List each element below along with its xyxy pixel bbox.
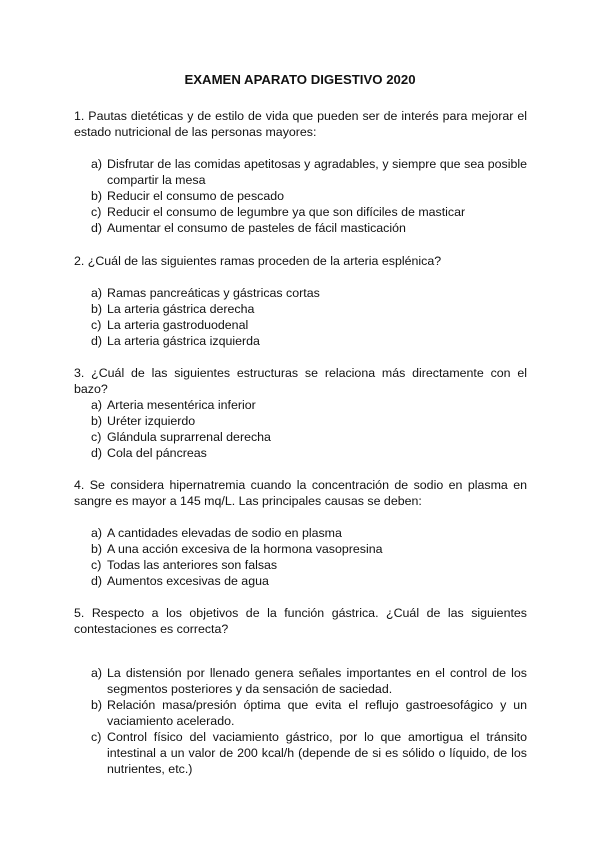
option-text: A una acción excesiva de la hormona vasopresina — [107, 542, 383, 556]
option-label: b) — [91, 542, 103, 556]
option-text: Uréter izquierdo — [107, 414, 196, 428]
option-text: A cantidades elevadas de sodio en plasma — [107, 526, 342, 540]
question-4: 4. Se considera hipernatremia cuando la concentración de sodio en plasma en sangre es mayor a 145 mq/L. Las principales causas se deben: — [74, 478, 527, 508]
question-1: 1. Pautas dietéticas y de estilo de vida que pueden ser de interés para mejorar el estado nutricional de las personas mayores: — [74, 109, 527, 139]
question-5: 5. Respecto a los objetivos de la función gástrica. ¿Cuál de las siguientes contestaciones es correcta? — [74, 606, 527, 636]
question-2-options — [91, 285, 527, 349]
option-3d — [91, 445, 527, 461]
option-text: Relación masa/presión óptima que evita el reflujo gastroesofágico y un vaciamiento acelerado. — [107, 698, 527, 728]
option-4a — [91, 525, 527, 541]
option-3a — [91, 397, 527, 413]
option-3b — [91, 413, 527, 429]
option-label: d) — [91, 574, 103, 588]
option-5a — [91, 665, 527, 697]
option-text: La distensión por llenado genera señales importantes en el control de los segmentos posteriores y da sensación de saciedad. — [107, 666, 527, 696]
option-4c — [91, 557, 527, 573]
option-label: b) — [91, 414, 103, 428]
option-text: La arteria gástrica izquierda — [107, 334, 260, 348]
option-text: Control físico del vaciamiento gástrico, por lo que amortigua el tránsito intestinal a un valor de 200 kcal/h (depende de si es sólido o líquido, de los nutrientes, etc.) — [107, 730, 527, 776]
option-4d — [91, 573, 527, 589]
option-text: La arteria gastroduodenal — [107, 318, 249, 332]
option-text: Cola del páncreas — [107, 446, 207, 460]
option-label: b) — [91, 302, 103, 316]
option-1a — [91, 156, 527, 188]
option-2d — [91, 333, 527, 349]
question-5-options — [91, 665, 527, 777]
option-3c — [91, 429, 527, 445]
option-label: d) — [91, 334, 103, 348]
question-3-options — [91, 397, 527, 461]
option-label: a) — [91, 157, 103, 171]
option-label: b) — [91, 698, 103, 712]
option-1c — [91, 204, 527, 220]
option-label: c) — [91, 205, 102, 219]
option-2c — [91, 317, 527, 333]
option-2a — [91, 285, 527, 301]
option-label: d) — [91, 221, 103, 235]
option-4b — [91, 541, 527, 557]
option-text: Arteria mesentérica inferior — [107, 398, 256, 412]
option-5c — [91, 729, 527, 777]
option-text: Aumentos excesivas de agua — [107, 574, 269, 588]
option-label: a) — [91, 526, 103, 540]
option-text: Glándula suprarrenal derecha — [107, 430, 271, 444]
option-text: Ramas pancreáticas y gástricas cortas — [107, 286, 320, 300]
option-2b — [91, 301, 527, 317]
option-text: Todas las anteriores son falsas — [107, 558, 278, 572]
question-3: 3. ¿Cuál de las siguientes estructuras se relaciona más directamente con el bazo? — [74, 366, 527, 396]
option-text: Reducir el consumo de pescado — [107, 189, 285, 203]
option-label: a) — [91, 286, 103, 300]
option-label: c) — [91, 558, 102, 572]
question-2: 2. ¿Cuál de las siguientes ramas proceden de la arteria esplénica? — [74, 254, 442, 268]
option-5b — [91, 697, 527, 729]
option-text: Aumentar el consumo de pasteles de fácil masticación — [107, 221, 406, 235]
option-label: c) — [91, 730, 102, 744]
option-text: La arteria gástrica derecha — [107, 302, 255, 316]
option-label: c) — [91, 430, 102, 444]
option-label: d) — [91, 446, 103, 460]
question-4-options — [91, 525, 527, 589]
option-label: b) — [91, 189, 103, 203]
page-title: EXAMEN APARATO DIGESTIVO 2020 — [184, 72, 416, 87]
option-text: Reducir el consumo de legumbre ya que son difíciles de masticar — [107, 205, 466, 219]
option-label: a) — [91, 666, 103, 680]
option-1b — [91, 188, 527, 204]
option-label: c) — [91, 318, 102, 332]
option-text: Disfrutar de las comidas apetitosas y agradables, y siempre que sea posible compartir la mesa — [107, 157, 527, 187]
question-1-options — [91, 156, 527, 236]
option-1d — [91, 220, 527, 236]
option-label: a) — [91, 398, 103, 412]
